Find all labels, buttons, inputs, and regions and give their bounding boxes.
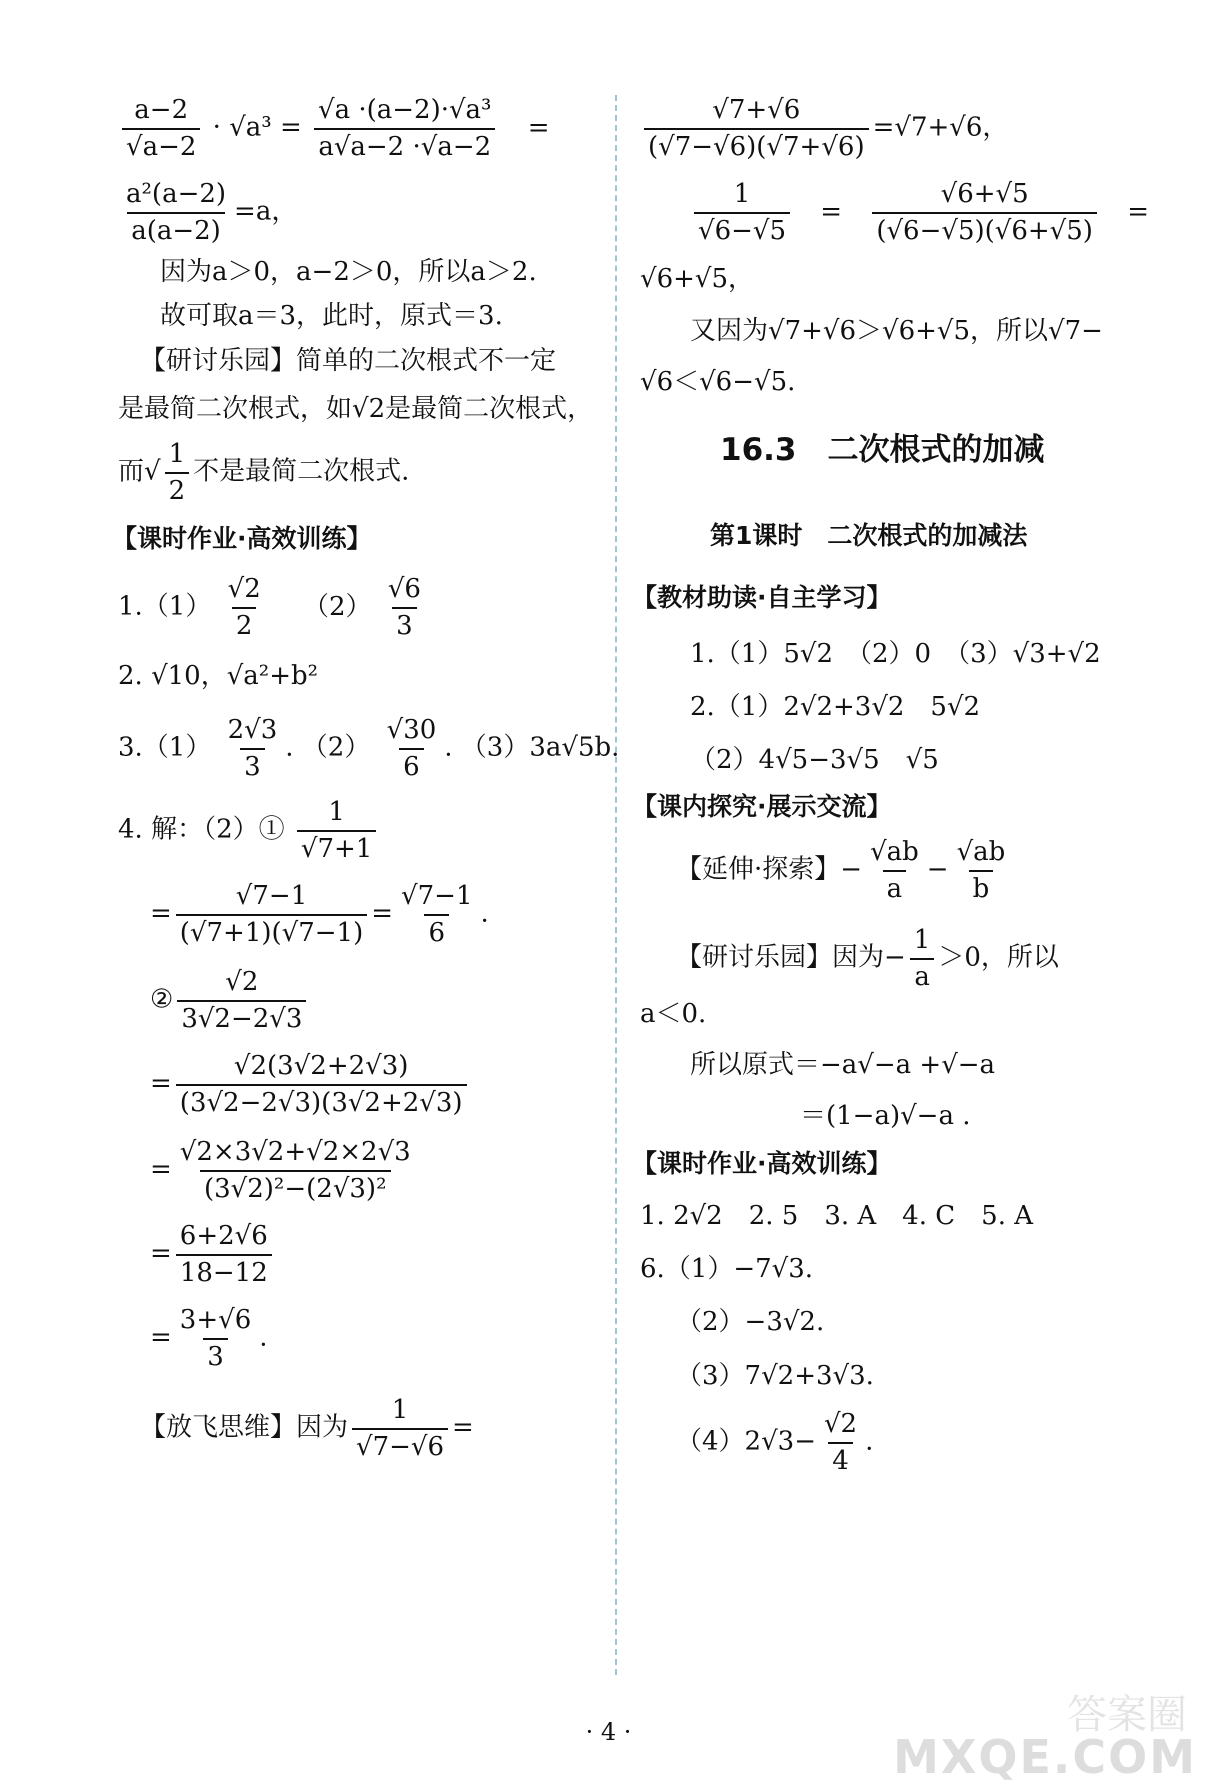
answer-2: 2.（1）2√2+3√2 5√2 <box>690 692 981 722</box>
section-title: 16.3 二次根式的加减 <box>720 432 1045 468</box>
q4-line-6: = $\frac{6+2√6}{18-12}$ <box>150 1222 276 1287</box>
left-text-l3: 因为a＞0，a−2＞0，所以a＞2. <box>160 257 537 287</box>
answer-6-3: （3）7√2+3√3. <box>676 1361 874 1391</box>
left-text-l4: 故可取a＝3，此时，原式＝3. <box>160 301 503 331</box>
section-header-study: 【教材助读·自主学习】 <box>632 583 892 612</box>
section-header-explore: 【课内探究·展示交流】 <box>632 792 892 821</box>
right-eq-line-2: $\frac{1}{√6-√5}$ = $\frac{√6+√5}{(√6-√5)(√6+√5)}$ = <box>690 180 1149 245</box>
left-text-l7: 而√ $\frac{1}{2}$ 不是最简二次根式. <box>118 439 410 506</box>
section-header-homework: 【课时作业·高效训练】 <box>632 1149 892 1178</box>
q4-line-2: = $\frac{√7-1}{(√7+1)(√7-1)}$ = $\frac{√7-1}{6}$ . <box>150 881 489 948</box>
right-text-r5: √6＜√6−√5. <box>640 367 796 397</box>
answer-2b: （2）4√5−3√5 √5 <box>690 745 939 775</box>
answer-6-1: 6.（1）−7√3. <box>640 1254 814 1284</box>
extension-explore: 【延伸·探索】− $\frac{√ab}{a}$ − $\frac{√ab}{b}$ <box>676 837 1006 904</box>
q3: 3.（1） $\frac{2√3}{3}$ . （2） $\frac{√30}{6}$ . （3）3a√5b. <box>118 715 620 782</box>
right-eq-line-1: $\frac{√7+√6}{(√7-√6)(√7+√6)}$ =√7+√6， <box>640 96 1008 161</box>
section-header-left: 【课时作业·高效训练】 <box>112 524 372 553</box>
q2: 2. √10，√a²+b² <box>118 661 319 691</box>
q1: 1.（1） $\frac{√2}{2}$ （2） $\frac{√6}{3}$ <box>118 574 421 641</box>
q4-line-3: ② $\frac{√2}{3√2-2√3}$ <box>150 968 310 1033</box>
research-line-1: 【研讨乐园】因为− $\frac{1}{a}$ ＞0，所以 <box>676 925 1059 992</box>
answer-1: 1.（1）5√2 （2）0 （3）√3+√2 <box>690 639 1101 669</box>
watermark-graphic: 答案圈 <box>1067 1692 1187 1738</box>
right-text-r4: 又因为√7+√6＞√6+√5，所以√7− <box>690 316 1103 346</box>
left-text-l5: 【研讨乐园】简单的二次根式不一定 <box>140 346 557 376</box>
lesson-title: 第1课时 二次根式的加减法 <box>710 521 1028 550</box>
q4-line-1: 4. 解：（2）① $\frac{1}{√7+1}$ <box>118 798 380 863</box>
research-line-4: ＝(1−a)√−a . <box>800 1101 971 1131</box>
column-divider <box>615 95 617 1675</box>
answer-row-1: 1. 2√2 2. 5 3. A 4. C 5. A <box>640 1201 1033 1231</box>
q4-line-7: = $\frac{3+√6}{3}$ . <box>150 1305 268 1372</box>
left-eq-line-2: $\frac{\text{a²(a−2)}}{a(a-2)}$ =a， <box>126 179 298 246</box>
left-text-l6: 是最简二次根式，如√2是最简二次根式， <box>118 394 594 424</box>
answer-6-2: （2）−3√2. <box>676 1307 825 1337</box>
research-line-3: 所以原式＝−a√−a +√−a <box>690 1050 996 1080</box>
left-eq-line-1: $\frac{a-2}{√a-2}$ · √a³ = $\frac{\text{√a ·(a−2)·√a³}}{a√a-2 \cdot√a-2}$ = <box>118 96 550 161</box>
research-line-2: a＜0. <box>640 999 707 1029</box>
q5: 【放飞思维】因为 $\frac{1}{√7-√6}$ = <box>140 1395 474 1462</box>
right-text-r3: √6+√5， <box>640 264 755 294</box>
q4-line-4: = $\frac{√2(3√2+2√3)}{(3√2-2√3)(3√2+2√3)}$ <box>150 1052 471 1117</box>
q4-line-5: = $\frac{√2\times 3√2+√2\times 2√3}{\text{(3√2)²−(2√3)²}}$ <box>150 1137 411 1204</box>
watermark-text: MXQE.COM <box>893 1730 1197 1784</box>
page-number: · 4 · <box>585 1718 632 1746</box>
answer-6-4: （4）2√3− $\frac{√2}{4}$ . <box>676 1409 874 1476</box>
